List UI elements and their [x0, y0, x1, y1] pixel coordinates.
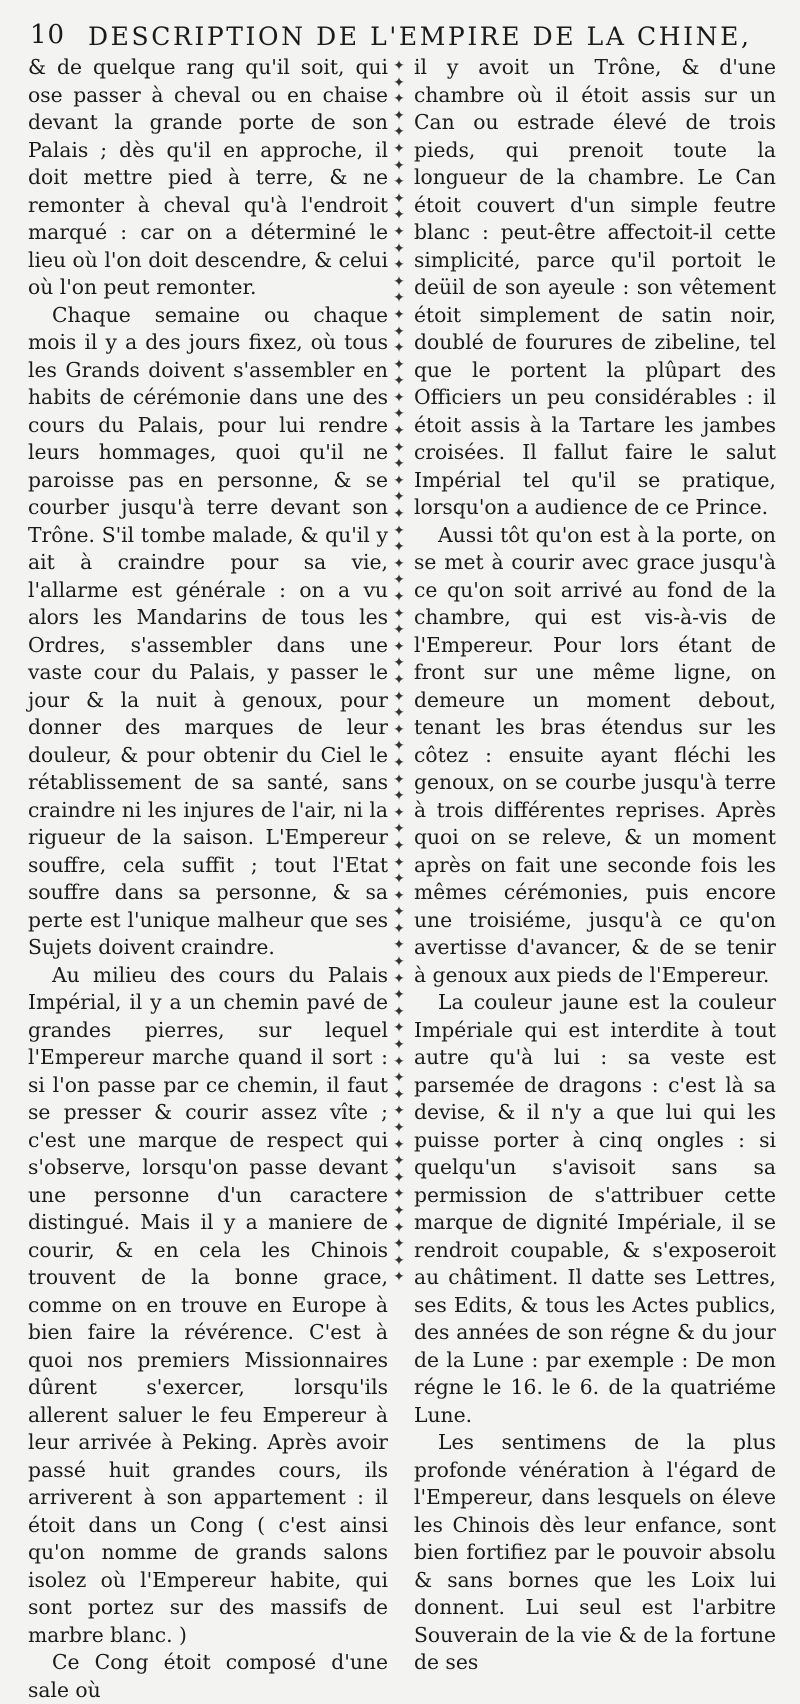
paragraph: Ce Cong étoit composé d'une sale où — [28, 1650, 388, 1702]
left-text-column — [28, 54, 388, 1704]
paragraph: Au milieu des cours du Palais Impérial, il y a un chemin pavé de grandes pierres, sur lequel l'Empereur marche quand il sort : si l'on passe par ce chemin, il faut se presser & courir assez vîte ; c'est une marque de respect qui s'observe, lorsqu'on passe devant une personne d'un caractere distingué. Mais il y a maniere de courir, & en cela les Chinois trouvent de la bonne grace, comme on en trouve en Europe à bien faire la révérence. C'est à quoi nos premiers Missionnaires dûrent s'exercer, lorsqu'ils allerent saluer le feu Empereur à leur arrivée à Peking. Après avoir passé huit grandes cours, ils arriverent à son appartement : il étoit dans un Cong ( c'est ainsi qu'on nomme de grands salons isolez où l'Empereur habite, qui sont portez sur des massifs de marbre blanc. ) — [28, 962, 388, 1647]
paragraph: il y avoit un Trône, & d'une chambre où il étoit assis sur un Can ou estrade élevé de trois pieds, qui prenoit toute la longueur de la chambre. Le Can étoit couvert d'un simple feutre blanc : peut-être affectoit-il cette simplicité, parce qu'il portoit le deüil de son ayeule : son vêtement étoit simplement de satin noir, doublé de fourures de zibeline, tel que le portent la plûpart des Officiers un peu considérables : il étoit assis à la Tartare les jambes croisées. Il fallut faire le salut Impérial tel qu'il se pratique, lorsqu'on a audience de ce Prince. — [414, 55, 776, 519]
paragraph: & de quelque rang qu'il soit, qui ose passer à cheval ou en chaise devant la grande porte de son Palais ; dès qu'il en approche, il doit mettre pied à terre, & ne remonter à cheval qu'à l'endroit marqué : car on a déterminé le lieu où l'on doit descendre, & celui où l'on peut remonter. — [28, 55, 388, 299]
paragraph: La couleur jaune est la couleur Impériale qui est interdite à tout autre qu'à lui : sa veste est parsemée de dragons : c'est là sa devise, & il n'y a que lui qui les puisse porter à cinq ongles : si quelqu'un s'avisoit sans sa permission de s'attribuer cette marque de dignité Impériale, il se rendroit coupable, & s'exposeroit au châtiment. Il datte ses Lettres, ses Edits, & tous les Actes publics, des années de son régne & du jour de la Lune : par exemple : De mon régne le 16. le 6. de la quatriéme Lune. — [414, 990, 776, 1427]
bottom-margin — [0, 1290, 800, 1448]
running-title: DESCRIPTION DE L'EMPIRE DE LA CHINE, — [88, 22, 752, 51]
page-number: 10 — [30, 20, 66, 50]
paragraph: Aussi tôt qu'on est à la porte, on se met à courir avec grace jusqu'à ce qu'on soit arrivé au fond de la chambre, qui est vis-à-vis de l'Empereur. Pour lors étant de front sur une même ligne, on demeure un moment debout, tenant les bras étendus sur les côtez : ensuite ayant fléchi les genoux, on se courbe jusqu'à terre à trois différentes reprises. Après quoi on se releve, & un moment après on fait une seconde fois les mêmes cérémonies, puis encore une troisiéme, jusqu'à ce qu'on avertisse d'avancer, & de se tenir à genoux aux pieds de l'Empereur. — [414, 522, 776, 987]
column-divider-ornament-icon: ✦ ✦ ✦ ✦ ✦ ✦ ✦ ✦ ✦ ✦ ✦ ✦ ✦ ✦ ✦ ✦ ✦ ✦ ✦ ✦ ✦ ✦ ✦ ✦ ✦ ✦ ✦ ✦ ✦ ✦ ✦ ✦ ✦ ✦ ✦ ✦ ✦ ✦ ✦ ✦ ✦ ✦ ✦ ✦ ✦ ✦ ✦ ✦ ✦ ✦ ✦ ✦ ✦ ✦ ✦ ✦ ✦ ✦ ✦ ✦ ✦ ✦ ✦ ✦ ✦ ✦ ✦ ✦ ✦ ✦ ✦ ✦ ✦ ✦ — [393, 58, 405, 1286]
paragraph: Les sentimens de la plus profonde vénération à l'égard de l'Empereur, dans lesquels on éleve les Chinois dès leur enfance, sont bien fortifiez par le pouvoir absolu & sans bornes que les Loix lui donnent. Lui seul est l'arbitre Souverain de la vie & de la fortune de ses — [414, 1430, 776, 1674]
paragraph: Chaque semaine ou chaque mois il y a des jours fixez, où tous les Grands doivent s'assembler en habits de cérémonie dans une des cours du Palais, pour lui rendre leurs hommages, quoi qu'il ne paroisse pas en personne, & se courber jusqu'à terre devant son Trône. S'il tombe malade, & qu'il y ait à craindre pour sa vie, l'allarme est générale : on a vu alors les Mandarins de tous les Ordres, s'assembler dans une vaste cour du Palais, y passer le jour & la nuit à genoux, pour donner des marques de leur douleur, & pour obtenir du Ciel le rétablissement de sa santé, sans craindre ni les injures de l'air, ni la rigueur de la saison. L'Empereur souffre, cela suffit ; tout l'Etat souffre dans sa personne, & sa perte est l'unique malheur que ses Sujets doivent craindre. — [28, 302, 388, 959]
page-header — [30, 18, 790, 54]
